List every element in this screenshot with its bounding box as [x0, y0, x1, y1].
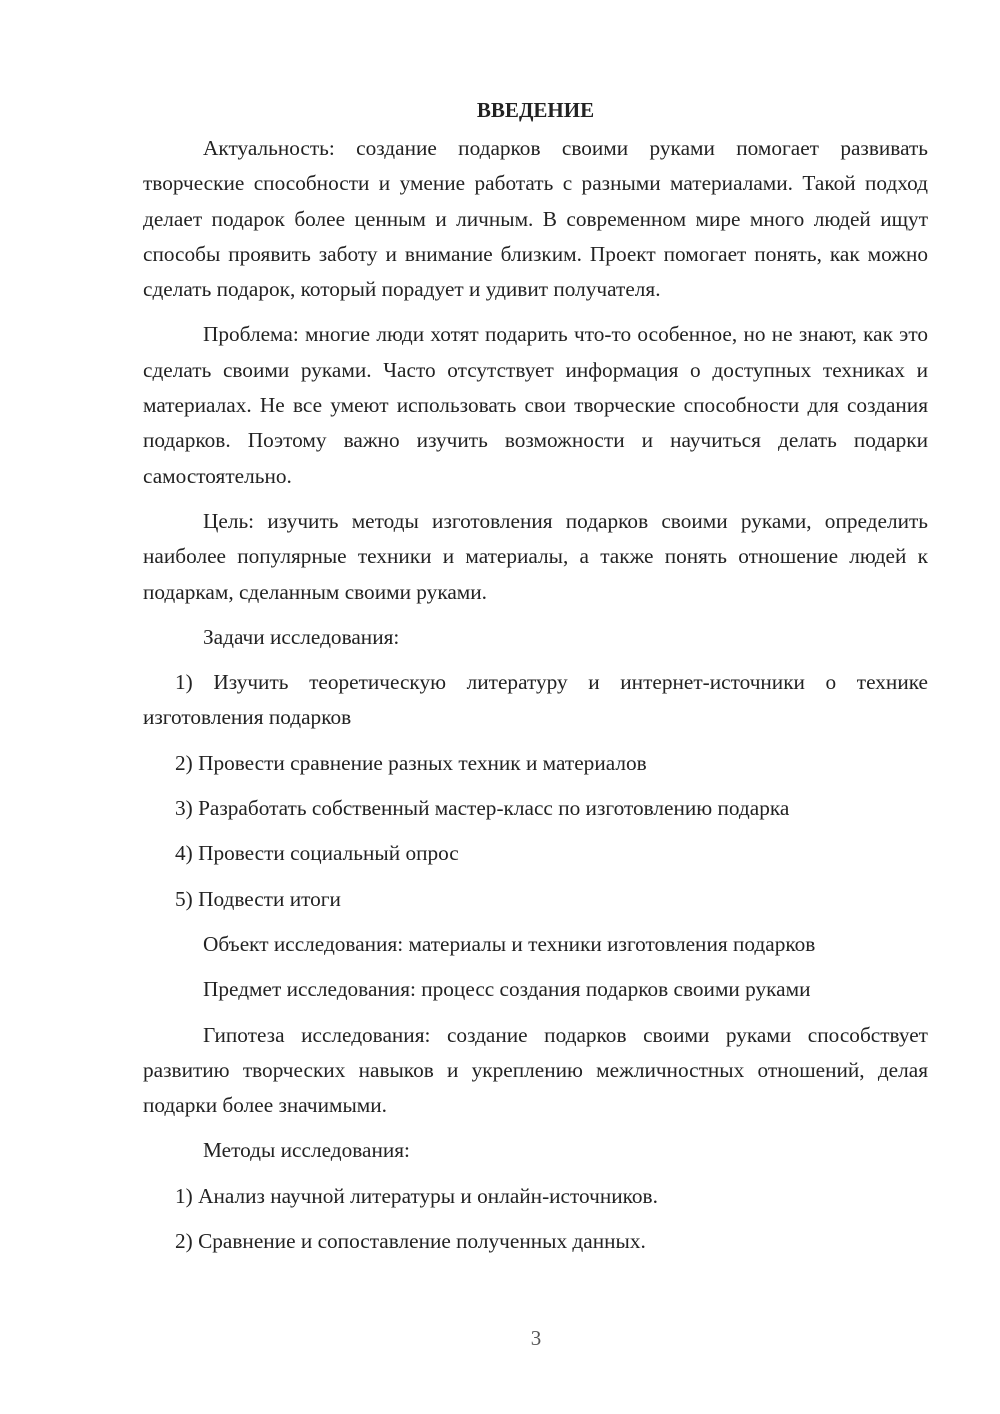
problem-paragraph: Проблема: многие люди хотят подарить что-то особенное, но не знают, как это сделать своими руками. Часто отсутствует информация о доступных техниках и материалах. Не все умеют использовать свои творческие способности для создания подарков. Поэтому важно изучить возможности и научиться делать подарки самостоятельно. — [143, 322, 928, 488]
task-item: 1) Изучить теоретическую литературу и интернет-источники о технике изготовления подарков — [143, 670, 928, 730]
section-title: ВВЕДЕНИЕ — [476, 98, 595, 122]
task-item: 4) Провести социальный опрос — [175, 841, 459, 866]
method-item: 1) Анализ научной литературы и онлайн-источников. — [175, 1183, 658, 1208]
relevance-paragraph: Актуальность: создание подарков своими руками помогает развивать творческие способности и умение работать с разными материалами. Такой подход делает подарок более ценным и личным. В современном мире много людей ищут способы проявить заботу и внимание близким. Проект помогает понять, как можно сделать подарок, который порадует и удивит получателя. — [143, 136, 928, 302]
tasks-heading: Задачи исследования: — [203, 624, 400, 649]
page-number: 3 — [530, 1326, 542, 1350]
hypothesis-paragraph: Гипотеза исследования: создание подарков своими руками способствует развитию творческих навыков и укреплению межличностных отношений, делая подарки более значимыми. — [143, 1022, 928, 1118]
methods-heading: Методы исследования: — [203, 1138, 410, 1163]
object-paragraph: Объект исследования: материалы и техники изготовления подарков — [203, 931, 816, 956]
task-item: 3) Разработать собственный мастер-класс по изготовлению подарка — [175, 796, 790, 821]
subject-paragraph: Предмет исследования: процесс создания подарков своими руками — [203, 977, 811, 1002]
task-item: 5) Подвести итоги — [175, 886, 341, 911]
document-page — [143, 92, 928, 1269]
task-item: 2) Провести сравнение разных техник и материалов — [175, 750, 647, 775]
method-item: 2) Сравнение и сопоставление полученных данных. — [175, 1229, 646, 1254]
goal-paragraph: Цель: изучить методы изготовления подарков своими руками, определить наиболее популярные техники и материалы, а также понять отношение людей к подаркам, сделанным своими руками. — [143, 508, 928, 604]
